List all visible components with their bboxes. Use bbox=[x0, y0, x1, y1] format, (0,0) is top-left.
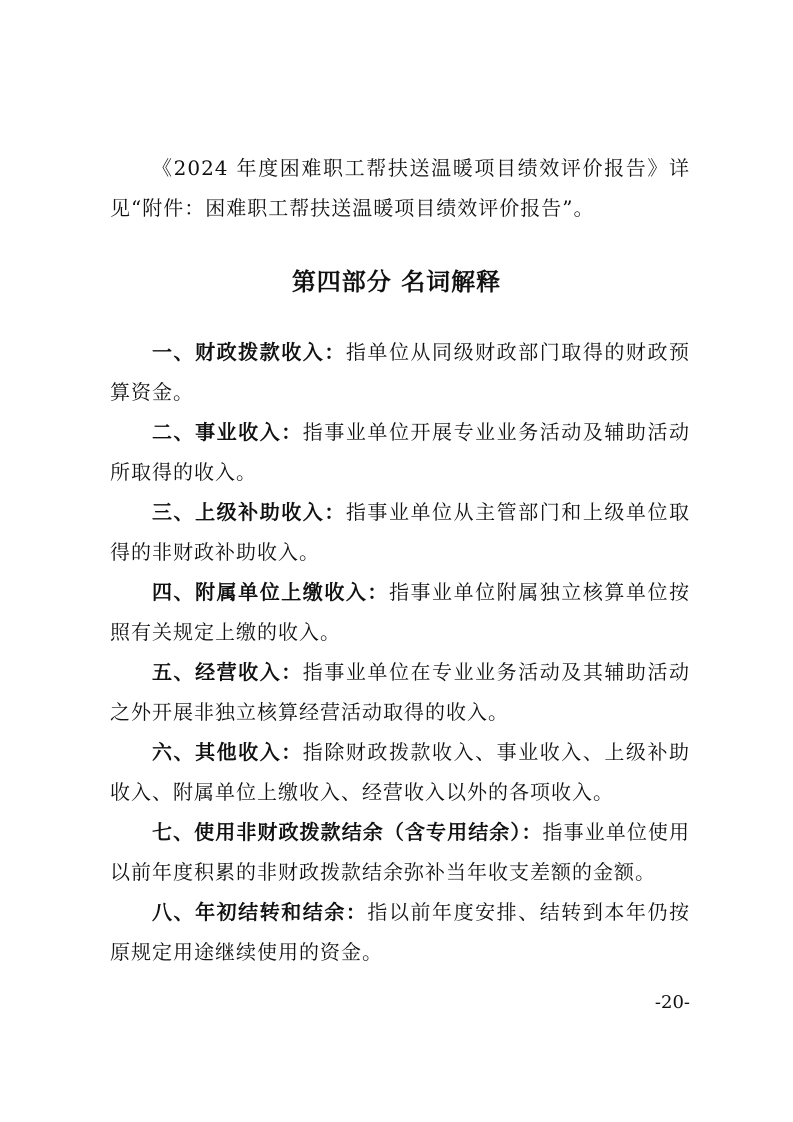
term-label: 二、事业收入： bbox=[152, 420, 303, 444]
term-definition: 指单位从同级财政部门取得的财政预算资金。 bbox=[110, 340, 690, 404]
term-paragraph bbox=[110, 572, 690, 652]
page-number: -20- bbox=[654, 992, 690, 1013]
term-label: 六、其他收入： bbox=[152, 740, 303, 764]
term-label: 八、年初结转和结余： bbox=[152, 900, 368, 924]
term-paragraph bbox=[110, 332, 690, 412]
term-definition: 指以前年度安排、结转到本年仍按原规定用途继续使用的资金。 bbox=[110, 900, 691, 964]
term-label: 七、使用非财政拨款结余（含专用结余）： bbox=[152, 820, 543, 844]
term-paragraph bbox=[110, 812, 690, 892]
term-label: 一、财政拨款收入： bbox=[152, 340, 346, 364]
term-paragraph bbox=[110, 652, 690, 732]
term-definition: 指事业单位开展专业业务活动及辅助活动所取得的收入。 bbox=[110, 420, 691, 484]
term-paragraph bbox=[110, 732, 690, 812]
term-paragraph bbox=[110, 492, 690, 572]
section-heading: 第四部分 名词解释 bbox=[291, 267, 502, 296]
term-label: 三、上级补助收入： bbox=[152, 500, 346, 524]
term-definition: 指事业单位附属独立核算单位按照有关规定上缴的收入。 bbox=[110, 580, 691, 644]
intro-paragraph: 《2024 年度困难职工帮扶送温暖项目绩效评价报告》详见“附件：困难职工帮扶送温暖项目绩效评价报告”。 bbox=[110, 156, 690, 220]
term-definition: 指事业单位从主管部门和上级单位取得的非财政补助收入。 bbox=[110, 500, 690, 564]
term-label: 五、经营收入： bbox=[152, 660, 303, 684]
term-definition: 指事业单位在专业业务活动及其辅助活动之外开展非独立核算经营活动取得的收入。 bbox=[110, 660, 691, 724]
term-paragraph bbox=[110, 412, 690, 492]
term-paragraph bbox=[110, 892, 690, 972]
term-definition: 指事业单位使用以前年度积累的非财政拨款结余弥补当年收支差额的金额。 bbox=[110, 820, 691, 884]
term-label: 四、附属单位上缴收入： bbox=[152, 580, 389, 604]
term-definition: 指除财政拨款收入、事业收入、上级补助收入、附属单位上缴收入、经营收入以外的各项收入。 bbox=[110, 740, 691, 804]
